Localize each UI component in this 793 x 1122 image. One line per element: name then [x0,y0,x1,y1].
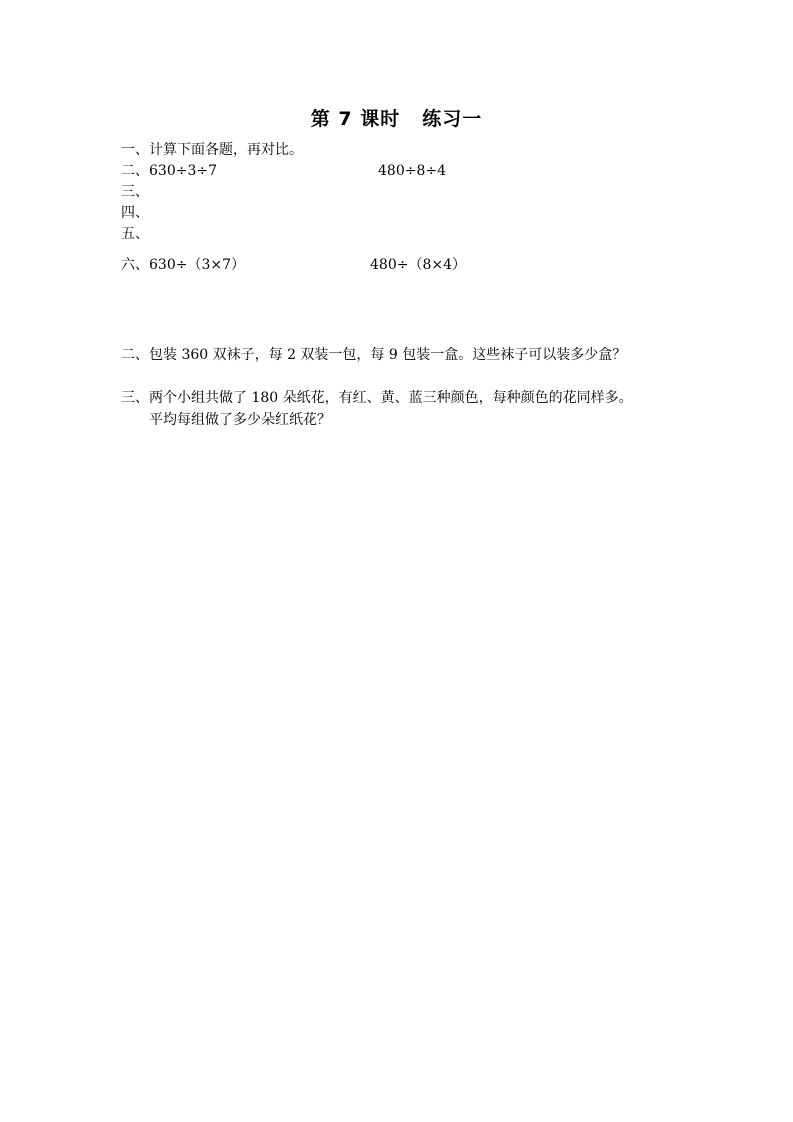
calc-row-4-label: 五、 [121,226,149,242]
lesson-number: 第 7 课时 [310,108,401,130]
question-3-line-2: 平均每组做了多少朵红纸花？ [149,412,331,428]
question-3-line-1: 三、两个小组共做了 180 朵纸花，有红、黄、蓝三种颜色，每种颜色的花同样多。 [121,390,633,406]
section1-heading: 一、计算下面各题，再对比。 [121,142,303,158]
question-2: 二、包装 360 双袜子，每 2 双装一包，每 9 包装一盒。这些袜子可以装多少盒？ [121,347,627,363]
calc-row-3-label: 四、 [121,205,149,221]
exercise-name: 练习一 [422,108,483,130]
calc-row-5-right: 480÷（8×4） [370,257,466,273]
calc-row-5-left: 六、630÷（3×7） [121,257,245,273]
calc-row-2-label: 三、 [121,184,149,200]
page-title [0,104,793,131]
calc-row-1-left: 二、630÷3÷7 [121,163,217,179]
calc-row-1-right: 480÷8÷4 [378,163,446,179]
